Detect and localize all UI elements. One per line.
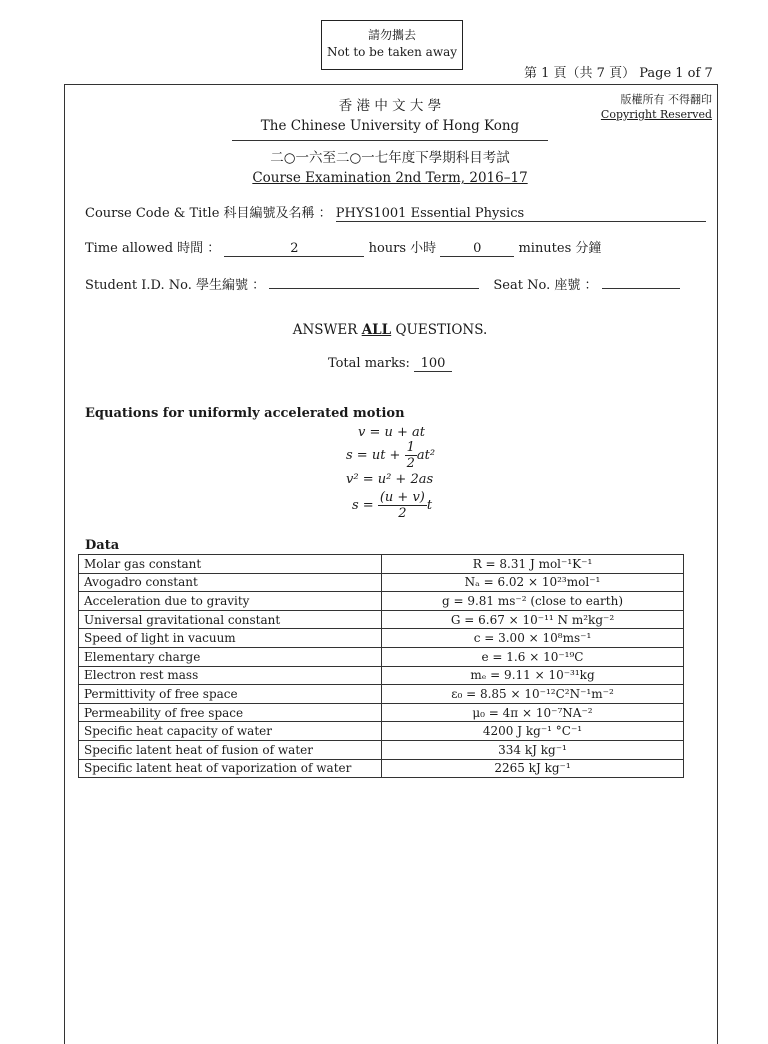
copyright-en: Copyright Reserved (600, 108, 712, 121)
answer-instruction: ANSWER ALL QUESTIONS. (292, 322, 488, 338)
fraction-half: $\frac{1}{2}$ (406, 440, 415, 471)
university-name-en: The Chinese University of Hong Kong (260, 118, 520, 134)
notice-box (321, 20, 463, 70)
value-cell: G = 6.67 × 10⁻¹¹ N m²kg⁻² (382, 610, 684, 629)
equation-4: s = $\frac{(u + v)}{2}$ t (352, 490, 433, 521)
exam-title-en: Course Examination 2nd Term, 2016–17 (252, 170, 528, 186)
value-cell: 4200 J kg⁻¹ °C⁻¹ (382, 722, 684, 741)
equation-3: v² = u² + 2as (346, 472, 434, 487)
quantity-cell: Permittivity of free space (79, 685, 382, 704)
id-row (85, 273, 680, 293)
value-cell: 334 kJ kg⁻¹ (382, 740, 684, 759)
quantity-cell: Electron rest mass (79, 666, 382, 685)
heading-divider (232, 140, 548, 141)
value-cell: R = 8.31 J mol⁻¹K⁻¹ (382, 555, 684, 574)
exam-heading (200, 148, 580, 188)
value-cell: Nₐ = 6.02 × 10²³mol⁻¹ (382, 573, 684, 592)
value-cell: e = 1.6 × 10⁻¹⁹C (382, 647, 684, 666)
value-cell: ε₀ = 8.85 × 10⁻¹²C²N⁻¹m⁻² (382, 685, 684, 704)
course-value: PHYS1001 Essential Physics (336, 206, 706, 222)
table-row (79, 722, 684, 741)
university-heading (230, 96, 550, 136)
value-cell: μ₀ = 4π × 10⁻⁷NA⁻² (382, 703, 684, 722)
quantity-cell: Avogadro constant (79, 573, 382, 592)
student-id-label: Student I.D. No. 學生編號 ： (85, 278, 266, 293)
table-row (79, 573, 684, 592)
answer-all-emphasis: ALL (361, 322, 392, 338)
student-id-blank (269, 273, 479, 289)
quantity-cell: Elementary charge (79, 647, 382, 666)
value-cell: c = 3.00 × 10⁸ms⁻¹ (382, 629, 684, 648)
table-row (79, 703, 684, 722)
quantity-cell: Specific latent heat of fusion of water (79, 740, 382, 759)
value-cell: 2265 kJ kg⁻¹ (382, 759, 684, 778)
total-marks-label: Total marks: (327, 356, 415, 371)
copyright-notice (600, 92, 712, 122)
course-row (85, 202, 706, 222)
university-name-zh: 香 港 中 文 大 學 (338, 98, 442, 114)
total-marks (200, 356, 580, 372)
table-row (79, 555, 684, 574)
equation-1: v = u + at (358, 425, 426, 440)
table-row (79, 759, 684, 778)
table-row (79, 647, 684, 666)
fraction-average: $\frac{(u + v)}{2}$ (379, 490, 425, 521)
minutes-value: 0 (440, 241, 514, 257)
minutes-label: minutes 分鐘 (518, 241, 602, 256)
seat-blank (602, 273, 680, 289)
course-label: Course Code & Title 科目編號及名稱 ： (85, 206, 332, 221)
time-row (85, 237, 601, 257)
page-number: 第 1 頁（共 7 頁） Page 1 of 7 (524, 66, 713, 81)
quantity-cell: Speed of light in vacuum (79, 629, 382, 648)
equation-2: s = ut + $\frac{1}{2}$ at² (346, 440, 436, 471)
notice-en: Not to be taken away (326, 45, 458, 59)
copyright-zh: 版權所有 不得翻印 (620, 93, 712, 106)
total-marks-value: 100 (414, 356, 452, 372)
quantity-cell: Acceleration due to gravity (79, 592, 382, 611)
notice-zh: 請勿攜去 (367, 28, 416, 42)
time-label: Time allowed 時間 ： (85, 241, 221, 256)
table-row (79, 629, 684, 648)
data-table (78, 554, 684, 778)
value-cell: g = 9.81 ms⁻² (close to earth) (382, 592, 684, 611)
seat-label: Seat No. 座號 ： (493, 278, 598, 293)
table-row (79, 610, 684, 629)
table-row (79, 740, 684, 759)
quantity-cell: Molar gas constant (79, 555, 382, 574)
hours-label: hours 小時 (368, 241, 437, 256)
equations-title: Equations for uniformly accelerated motion (85, 406, 405, 421)
value-cell: mₑ = 9.11 × 10⁻³¹kg (382, 666, 684, 685)
quantity-cell: Specific latent heat of vaporization of water (79, 759, 382, 778)
data-title: Data (85, 538, 120, 553)
table-row (79, 592, 684, 611)
exam-title-zh: 二○一六至二○一七年度下學期科目考試 (270, 150, 510, 166)
quantity-cell: Permeability of free space (79, 703, 382, 722)
table-row (79, 666, 684, 685)
quantity-cell: Universal gravitational constant (79, 610, 382, 629)
quantity-cell: Specific heat capacity of water (79, 722, 382, 741)
hours-value: 2 (224, 241, 364, 257)
table-row (79, 685, 684, 704)
